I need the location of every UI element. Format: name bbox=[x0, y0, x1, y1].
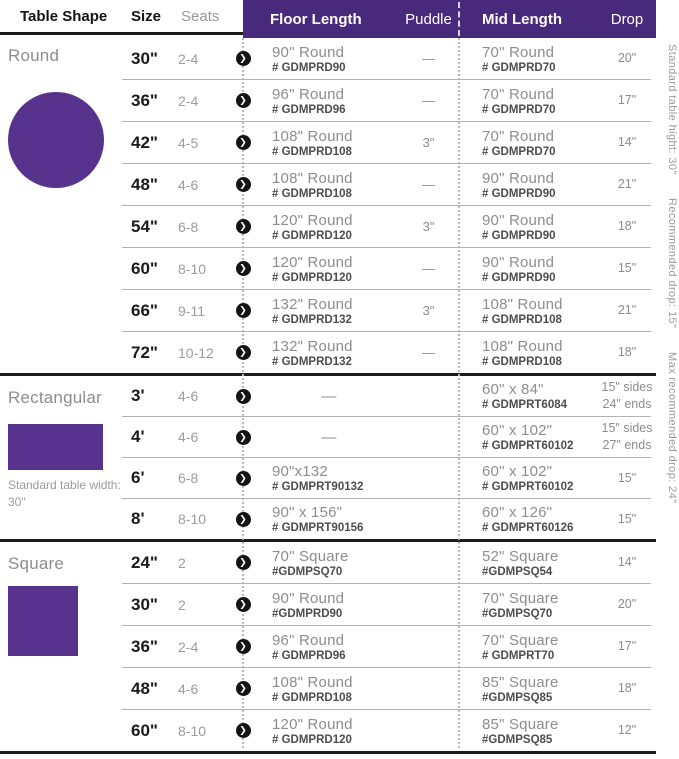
seats-value: 2 bbox=[178, 554, 186, 571]
table-row bbox=[122, 499, 679, 539]
puddle-value: — bbox=[422, 261, 435, 276]
floor-length-cell: 108" Round # GDMPRD108 bbox=[272, 127, 353, 158]
table-row bbox=[122, 332, 679, 373]
seats-value: 2-4 bbox=[178, 92, 199, 109]
chevron-right-icon: ❯ bbox=[236, 303, 251, 318]
chevron-right-icon: ❯ bbox=[236, 723, 251, 738]
chevron-right-icon: ❯ bbox=[236, 512, 251, 527]
size-value: 24" bbox=[131, 552, 158, 572]
seats-value: 6-8 bbox=[178, 470, 199, 486]
drop-cell: 18" bbox=[617, 219, 637, 234]
section-round bbox=[0, 38, 679, 373]
floor-length-cell: 90"x132 # GDMPRT90132 bbox=[272, 463, 364, 493]
shape-cell-square bbox=[0, 542, 122, 751]
column-header-floor-length: Floor Length bbox=[270, 10, 362, 28]
drop-cell: 14" bbox=[617, 135, 637, 150]
seats-value: 2 bbox=[178, 596, 186, 613]
seats-value: 2-4 bbox=[178, 50, 199, 67]
drop-cell: 21" bbox=[617, 303, 637, 318]
table-row bbox=[122, 668, 679, 709]
size-value: 4' bbox=[131, 427, 145, 446]
size-value: 3' bbox=[131, 386, 145, 405]
seats-value: 8-10 bbox=[178, 511, 207, 527]
column-header-mid-length: Mid Length bbox=[482, 10, 562, 28]
size-value: 54" bbox=[131, 216, 158, 236]
section-separator bbox=[0, 751, 656, 754]
mid-length-cell: 90" Round # GDMPRD90 bbox=[482, 211, 556, 242]
arrow-cell bbox=[226, 389, 260, 404]
puddle-value: — bbox=[422, 345, 435, 360]
drop-cell: 20" bbox=[617, 597, 637, 612]
floor-length-cell: 96" Round # GDMPRD96 bbox=[272, 85, 346, 116]
table-row bbox=[122, 80, 679, 121]
shape-label-square: Square bbox=[8, 554, 65, 573]
mid-length-cell: 85" Square #GDMPSQ85 bbox=[482, 673, 559, 704]
arrow-cell bbox=[226, 345, 260, 360]
puddle-value: — bbox=[422, 177, 435, 192]
seats-value: 8-10 bbox=[178, 722, 207, 739]
size-value: 66" bbox=[131, 300, 158, 320]
seats-value: 6-8 bbox=[178, 218, 199, 235]
header-underline bbox=[0, 32, 243, 35]
drop-cell: 18" bbox=[617, 345, 637, 360]
size-value: 60" bbox=[131, 720, 158, 740]
column-header-table-shape: Table Shape bbox=[20, 7, 108, 25]
table-row bbox=[122, 206, 679, 247]
seats-value: 8-10 bbox=[178, 260, 207, 277]
round-rows bbox=[122, 38, 679, 373]
floor-length-cell: 120" Round # GDMPRD120 bbox=[272, 715, 353, 746]
chevron-right-icon: ❯ bbox=[236, 430, 251, 445]
seats-value: 4-5 bbox=[178, 134, 199, 151]
header-purple-band bbox=[243, 0, 656, 38]
size-value: 42" bbox=[131, 132, 158, 152]
mid-length-cell: 70" Round # GDMPRD70 bbox=[482, 127, 556, 158]
chevron-right-icon: ❯ bbox=[236, 51, 251, 66]
size-value: 36" bbox=[131, 90, 158, 110]
size-value: 8' bbox=[131, 509, 145, 528]
arrow-cell bbox=[226, 303, 260, 318]
drop-cell: 21" bbox=[617, 177, 637, 192]
mid-length-cell: 60" x 102" # GDMPRT60102 bbox=[482, 463, 574, 493]
size-value: 60" bbox=[131, 258, 158, 278]
column-header-drop: Drop bbox=[610, 10, 644, 28]
mid-length-cell: 108" Round # GDMPRD108 bbox=[482, 337, 563, 368]
floor-length-cell: 108" Round # GDMPRD108 bbox=[272, 673, 353, 704]
mid-length-cell: 70" Round # GDMPRD70 bbox=[482, 43, 556, 74]
table-row bbox=[122, 248, 679, 289]
section-square bbox=[0, 542, 679, 751]
mid-length-cell: 70" Square # GDMPRT70 bbox=[482, 631, 559, 662]
table-row bbox=[122, 542, 679, 583]
chevron-right-icon: ❯ bbox=[236, 639, 251, 654]
drop-cell: 17" bbox=[617, 93, 637, 108]
puddle-value: 3" bbox=[422, 303, 435, 318]
arrow-cell bbox=[226, 723, 260, 738]
seats-value: 4-6 bbox=[178, 176, 199, 193]
drop-cell: 14" bbox=[617, 555, 637, 570]
chevron-right-icon: ❯ bbox=[236, 177, 251, 192]
chevron-right-icon: ❯ bbox=[236, 345, 251, 360]
square-rows bbox=[122, 542, 679, 751]
arrow-cell bbox=[226, 597, 260, 612]
seats-value: 9-11 bbox=[178, 302, 205, 319]
floor-length-cell: 120" Round # GDMPRD120 bbox=[272, 211, 353, 242]
mid-length-cell: 90" Round # GDMPRD90 bbox=[482, 169, 556, 200]
drop-cell: 15" sides 24" ends bbox=[601, 380, 653, 411]
arrow-cell bbox=[226, 261, 260, 276]
seats-value: 4-6 bbox=[178, 388, 199, 404]
mid-length-cell: 70" Round # GDMPRD70 bbox=[482, 85, 556, 116]
chevron-right-icon: ❯ bbox=[236, 135, 251, 150]
table-row bbox=[122, 376, 679, 416]
table-row bbox=[122, 626, 679, 667]
puddle-value: — bbox=[422, 93, 435, 108]
seats-value: 2-4 bbox=[178, 638, 199, 655]
drop-cell: 15" bbox=[617, 261, 637, 276]
table-row bbox=[122, 122, 679, 163]
mid-length-cell: 90" Round # GDMPRD90 bbox=[482, 253, 556, 284]
column-header-seats: Seats bbox=[181, 7, 220, 25]
arrow-cell bbox=[226, 177, 260, 192]
chart-header bbox=[0, 0, 679, 38]
mid-length-cell: 52" Square #GDMPSQ54 bbox=[482, 547, 559, 578]
puddle-value: 3" bbox=[422, 219, 435, 234]
seats-value: 10-12 bbox=[178, 344, 214, 361]
shape-cell-rectangular bbox=[0, 376, 122, 539]
floor-length-cell: 70" Square #GDMPSQ70 bbox=[272, 547, 349, 578]
column-header-puddle: Puddle bbox=[405, 10, 452, 28]
floor-length-cell: 90" Round #GDMPRD90 bbox=[272, 589, 345, 620]
shape-cell-round bbox=[0, 38, 122, 373]
arrow-cell bbox=[226, 471, 260, 486]
drop-cell: 15" sides 27" ends bbox=[601, 421, 653, 452]
puddle-value: 3" bbox=[422, 135, 435, 150]
mid-length-cell: 60" x 102" # GDMPRT60102 bbox=[482, 422, 574, 452]
floor-length-cell: 90" Round # GDMPRD90 bbox=[272, 43, 346, 74]
arrow-cell bbox=[226, 93, 260, 108]
side-note-recommended-drop: Recommended drop: 15" bbox=[666, 198, 678, 329]
mid-length-cell: 85" Square #GDMPSQ85 bbox=[482, 715, 559, 746]
arrow-cell bbox=[226, 219, 260, 234]
arrow-cell bbox=[226, 681, 260, 696]
rectangular-rows bbox=[122, 376, 679, 539]
square-table-icon bbox=[8, 586, 78, 656]
drop-cell: 15" bbox=[617, 511, 637, 526]
chevron-right-icon: ❯ bbox=[236, 219, 251, 234]
seats-value: 4-6 bbox=[178, 429, 199, 445]
floor-length-cell: 96" Round # GDMPRD96 bbox=[272, 631, 346, 662]
section-rectangular bbox=[0, 376, 679, 539]
table-row bbox=[122, 458, 679, 498]
shape-label-rectangular: Rectangular bbox=[8, 388, 102, 407]
rectangular-width-note: Standard table width: 30" bbox=[8, 478, 121, 510]
floor-length-cell: 120" Round # GDMPRD120 bbox=[272, 253, 353, 284]
floor-length-cell: 132" Round # GDMPRD132 bbox=[272, 337, 353, 368]
seats-value: 4-6 bbox=[178, 680, 199, 697]
drop-cell: 17" bbox=[617, 639, 637, 654]
size-value: 36" bbox=[131, 636, 158, 656]
arrow-cell bbox=[226, 512, 260, 527]
size-value: 30" bbox=[131, 48, 158, 68]
size-value: 48" bbox=[131, 678, 158, 698]
header-dashed-divider bbox=[458, 2, 460, 36]
drop-cell: 12" bbox=[617, 723, 637, 738]
arrow-cell bbox=[226, 639, 260, 654]
floor-length-cell: 90" x 156" # GDMPRT90156 bbox=[272, 504, 364, 534]
size-value: 6' bbox=[131, 468, 145, 487]
chevron-right-icon: ❯ bbox=[236, 597, 251, 612]
drop-cell: 20" bbox=[617, 51, 637, 66]
drop-cell: 15" bbox=[617, 470, 637, 485]
floor-length-cell: — bbox=[321, 387, 337, 405]
mid-length-cell: 70" Square #GDMPSQ70 bbox=[482, 589, 559, 620]
arrow-cell bbox=[226, 135, 260, 150]
floor-length-cell: 108" Round # GDMPRD108 bbox=[272, 169, 353, 200]
shape-label-round: Round bbox=[8, 46, 60, 65]
table-row bbox=[122, 164, 679, 205]
table-row bbox=[122, 417, 679, 457]
drop-cell: 18" bbox=[617, 681, 637, 696]
arrow-cell bbox=[226, 51, 260, 66]
round-table-icon bbox=[8, 92, 104, 188]
chart-body bbox=[0, 38, 679, 754]
arrow-cell bbox=[226, 555, 260, 570]
mid-length-cell: 60" x 126" # GDMPRT60126 bbox=[482, 504, 574, 534]
chevron-right-icon: ❯ bbox=[236, 261, 251, 276]
mid-length-cell: 60" x 84" # GDMPRT6084 bbox=[482, 381, 568, 411]
chevron-right-icon: ❯ bbox=[236, 389, 251, 404]
chevron-right-icon: ❯ bbox=[236, 93, 251, 108]
table-row bbox=[122, 290, 679, 331]
chevron-right-icon: ❯ bbox=[236, 471, 251, 486]
table-row bbox=[122, 584, 679, 625]
mid-length-cell: 108" Round # GDMPRD108 bbox=[482, 295, 563, 326]
size-value: 72" bbox=[131, 342, 158, 362]
size-value: 48" bbox=[131, 174, 158, 194]
table-row bbox=[122, 38, 679, 79]
size-value: 30" bbox=[131, 594, 158, 614]
column-header-size: Size bbox=[131, 7, 162, 25]
floor-length-cell: 132" Round # GDMPRD132 bbox=[272, 295, 353, 326]
rectangular-table-icon bbox=[8, 424, 103, 470]
puddle-value: — bbox=[422, 51, 435, 66]
side-note-max-drop: Max recommended drop: 24" bbox=[666, 351, 678, 504]
floor-length-cell: — bbox=[321, 428, 337, 446]
chevron-right-icon: ❯ bbox=[236, 681, 251, 696]
table-row bbox=[122, 710, 679, 751]
arrow-cell bbox=[226, 430, 260, 445]
chevron-right-icon: ❯ bbox=[236, 555, 251, 570]
side-note-standard-height: Standard table hight: 30" bbox=[666, 44, 678, 175]
